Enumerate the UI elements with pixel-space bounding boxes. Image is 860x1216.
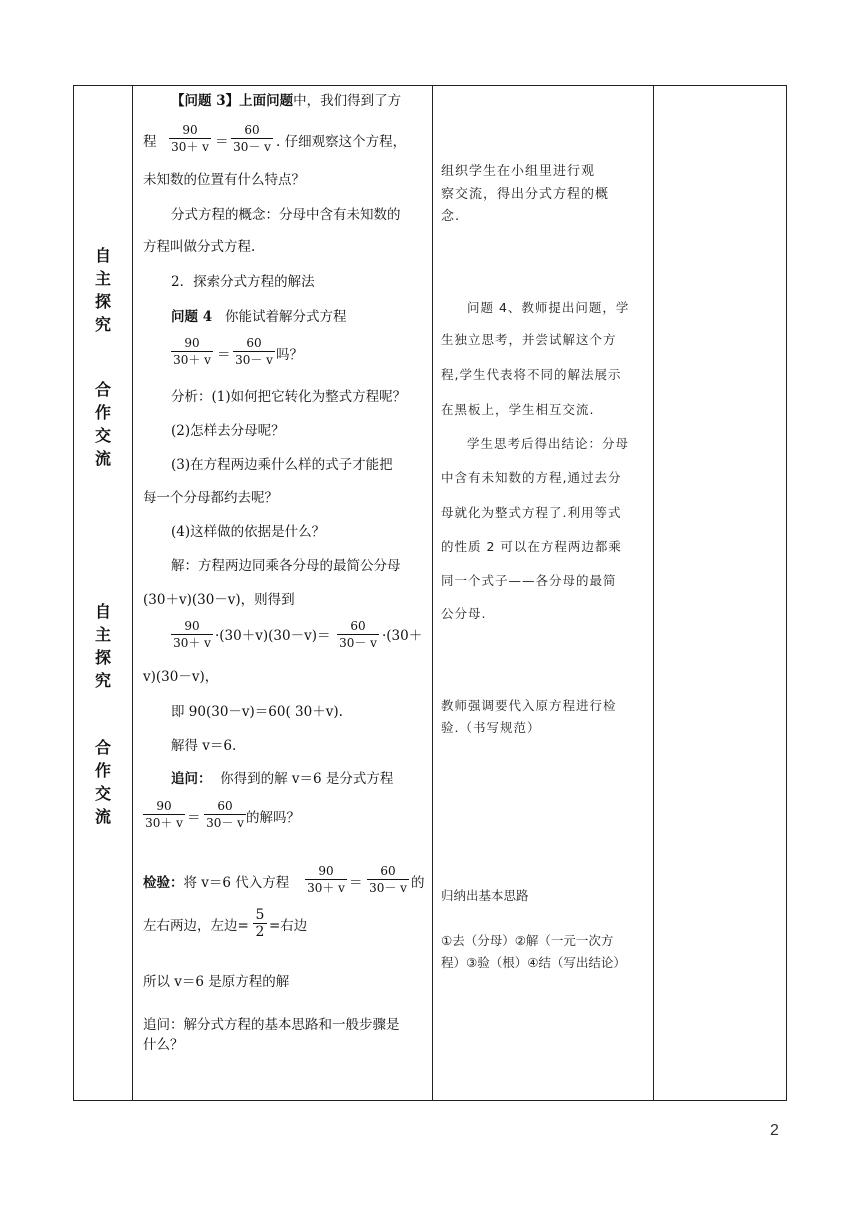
stage-label-4: 合 作 交 流 [94, 738, 111, 826]
fraction-90: 90 30＋ v [143, 798, 185, 831]
activity-3-line1: 学生思考后得出结论：分母 [467, 436, 630, 451]
check-line2-post: =右边 [269, 918, 308, 934]
q3-line3: 未知数的位置有什么特点？ [143, 172, 305, 188]
activity-2-line1: 问题 4、教师提出问题，学 [467, 300, 630, 315]
q4-tail: 吗？ [276, 347, 303, 363]
stage-label-1: 自 主 探 究 [94, 246, 111, 334]
fraction-60: 60 30－ v [367, 863, 409, 896]
activity-4-line1: 教师强调要代入原方程进行检 [441, 698, 617, 713]
activity-4-line2: 验.（书写规范） [441, 720, 541, 735]
followup-line: 追问： 你得到的解 v＝6 是分式方程 [171, 771, 394, 787]
step-solve: 解得 v＝6. [171, 738, 237, 754]
conclusion: 所以 v＝6 是原方程的解 [143, 974, 290, 990]
notes-column [654, 86, 787, 1101]
activity-column [433, 86, 654, 1101]
followup-tail: 的解吗？ [246, 810, 300, 826]
question-steps-1: 追问：解分式方程的基本思路和一般步骤是 [143, 1017, 400, 1033]
fraction-60: 60 30－ v [231, 122, 273, 155]
fraction-90: 90 30＋ v [171, 618, 213, 651]
question-steps-2: 什么？ [143, 1037, 184, 1053]
content-column: 【问题 3】上面问题中，我们得到了方 程 90 30＋ v ＝ 60 30－ v . 仔细观察这个方程， 未知数的位置有什么特点？ 分式方程的概念：分母中含有未知数的 方程叫做分式方程. 2．探索分式方程的解法 问题 4 你能试着解分式方程 90 30＋ v ＝ 60 30－ v 吗？ 分析：(1)如何把它转化为整式方程呢？ (2)怎样去分母呢？ (3)在方程两边乘什么样的式子才能把 每一个分母都约去呢？ (4)这样做的依据是什么？ 解：方程两边同乘各分母的最简公分母 (30＋v)(30－v)，则得到 90 30＋ v ·(30＋v)(30－v)＝ 60 30－ v ·(30＋ v)(30－v)， 即 90(30－v)＝60( 30＋v). 解得 v＝6. 追问： 你得到的解 v＝6 是分式方程 90 30＋ v ＝ 60 30－ v 的解吗？ 检验：将 v＝6 代入方程 90 30＋ v ＝ 60 30－ v 的 左右两边，左边= 5 2 =右边 所以 v＝6 是原方程的解 追问：解分式方程的基本思路和一般步骤是 什么？ [133, 86, 433, 1101]
lesson-table [73, 85, 787, 1101]
activity-1-line2: 察交流，得出分式方程的概 [441, 187, 610, 202]
fraction-5-2: 5 2 [253, 907, 267, 940]
analysis-4: (4)这样做的依据是什么？ [171, 524, 326, 540]
fraction-60: 60 30－ v [337, 618, 379, 651]
activity-6-line2: 程）③验（根）④结（写出结论） [441, 955, 626, 970]
concept-line1: 分式方程的概念：分母中含有未知数的 [171, 207, 401, 223]
multiply-expr-3: v)(30－v)， [143, 669, 219, 685]
stage-label-3: 自 主 探 究 [94, 602, 111, 690]
activity-3-line6: 公分母. [441, 606, 487, 621]
analysis-1: 分析：(1)如何把它转化为整式方程呢？ [171, 389, 407, 405]
fraction-90: 90 30＋ v [171, 335, 213, 368]
q4-line: 问题 4 你能试着解分式方程 [171, 309, 347, 325]
activity-3-line4: 的性质 2 可以在方程两边都乘 [441, 539, 622, 554]
solution-line2: (30＋v)(30－v)，则得到 [143, 592, 295, 608]
activity-5: 归纳出基本思路 [441, 888, 529, 903]
stage-column [74, 86, 133, 1101]
fraction-60: 60 30－ v [233, 335, 275, 368]
page-number: 2 [770, 1122, 779, 1139]
activity-3-line5: 同一个式子——各分母的最简 [441, 573, 617, 588]
step-expand: 即 90(30－v)＝60( 30＋v). [171, 704, 343, 720]
stage-label-2: 合 作 交 流 [94, 380, 111, 468]
activity-3-line3: 母就化为整式方程了.利用等式 [441, 505, 622, 520]
q3-line1: 【问题 3】上面问题中，我们得到了方 [171, 93, 402, 109]
activity-2-line4: 在黑板上，学生相互交流. [441, 402, 595, 417]
fraction-90: 90 30＋ v [305, 863, 347, 896]
check-line2-pre: 左右两边，左边= [143, 918, 249, 934]
activity-6-line1: ①去（分母）②解（一元一次方 [441, 933, 614, 948]
section-2-heading: 2．探索分式方程的解法 [171, 274, 315, 290]
solution-line1: 解：方程两边同乘各分母的最简公分母 [171, 558, 401, 574]
activity-3-line2: 中含有未知数的方程,通过去分 [441, 470, 622, 485]
multiply-expr: ·(30＋v)(30－v)＝ [215, 628, 331, 644]
analysis-3a: (3)在方程两边乘什么样的式子才能把 [171, 457, 393, 473]
check-line: 检验：将 v＝6 代入方程 [143, 875, 290, 891]
activity-1-line3: 念. [441, 209, 461, 224]
multiply-expr-2: ·(30＋ [382, 628, 423, 644]
analysis-2: (2)怎样去分母呢？ [171, 423, 285, 439]
activity-1-line1: 组织学生在小组里进行观 [441, 164, 596, 179]
activity-2-line3: 程,学生代表将不同的解法展示 [441, 367, 622, 382]
fraction-60: 60 30－ v [204, 798, 246, 831]
concept-line2: 方程叫做分式方程. [143, 239, 256, 255]
q3-line2-post: . 仔细观察这个方程， [276, 134, 407, 150]
activity-2-line2: 生独立思考，并尝试解这个方 [441, 332, 617, 347]
analysis-3b: 每一个分母都约去呢？ [143, 490, 278, 506]
check-tail: 的 [411, 875, 425, 891]
q3-line2-pre: 程 [143, 134, 157, 150]
fraction-90: 90 30＋ v [169, 122, 211, 155]
